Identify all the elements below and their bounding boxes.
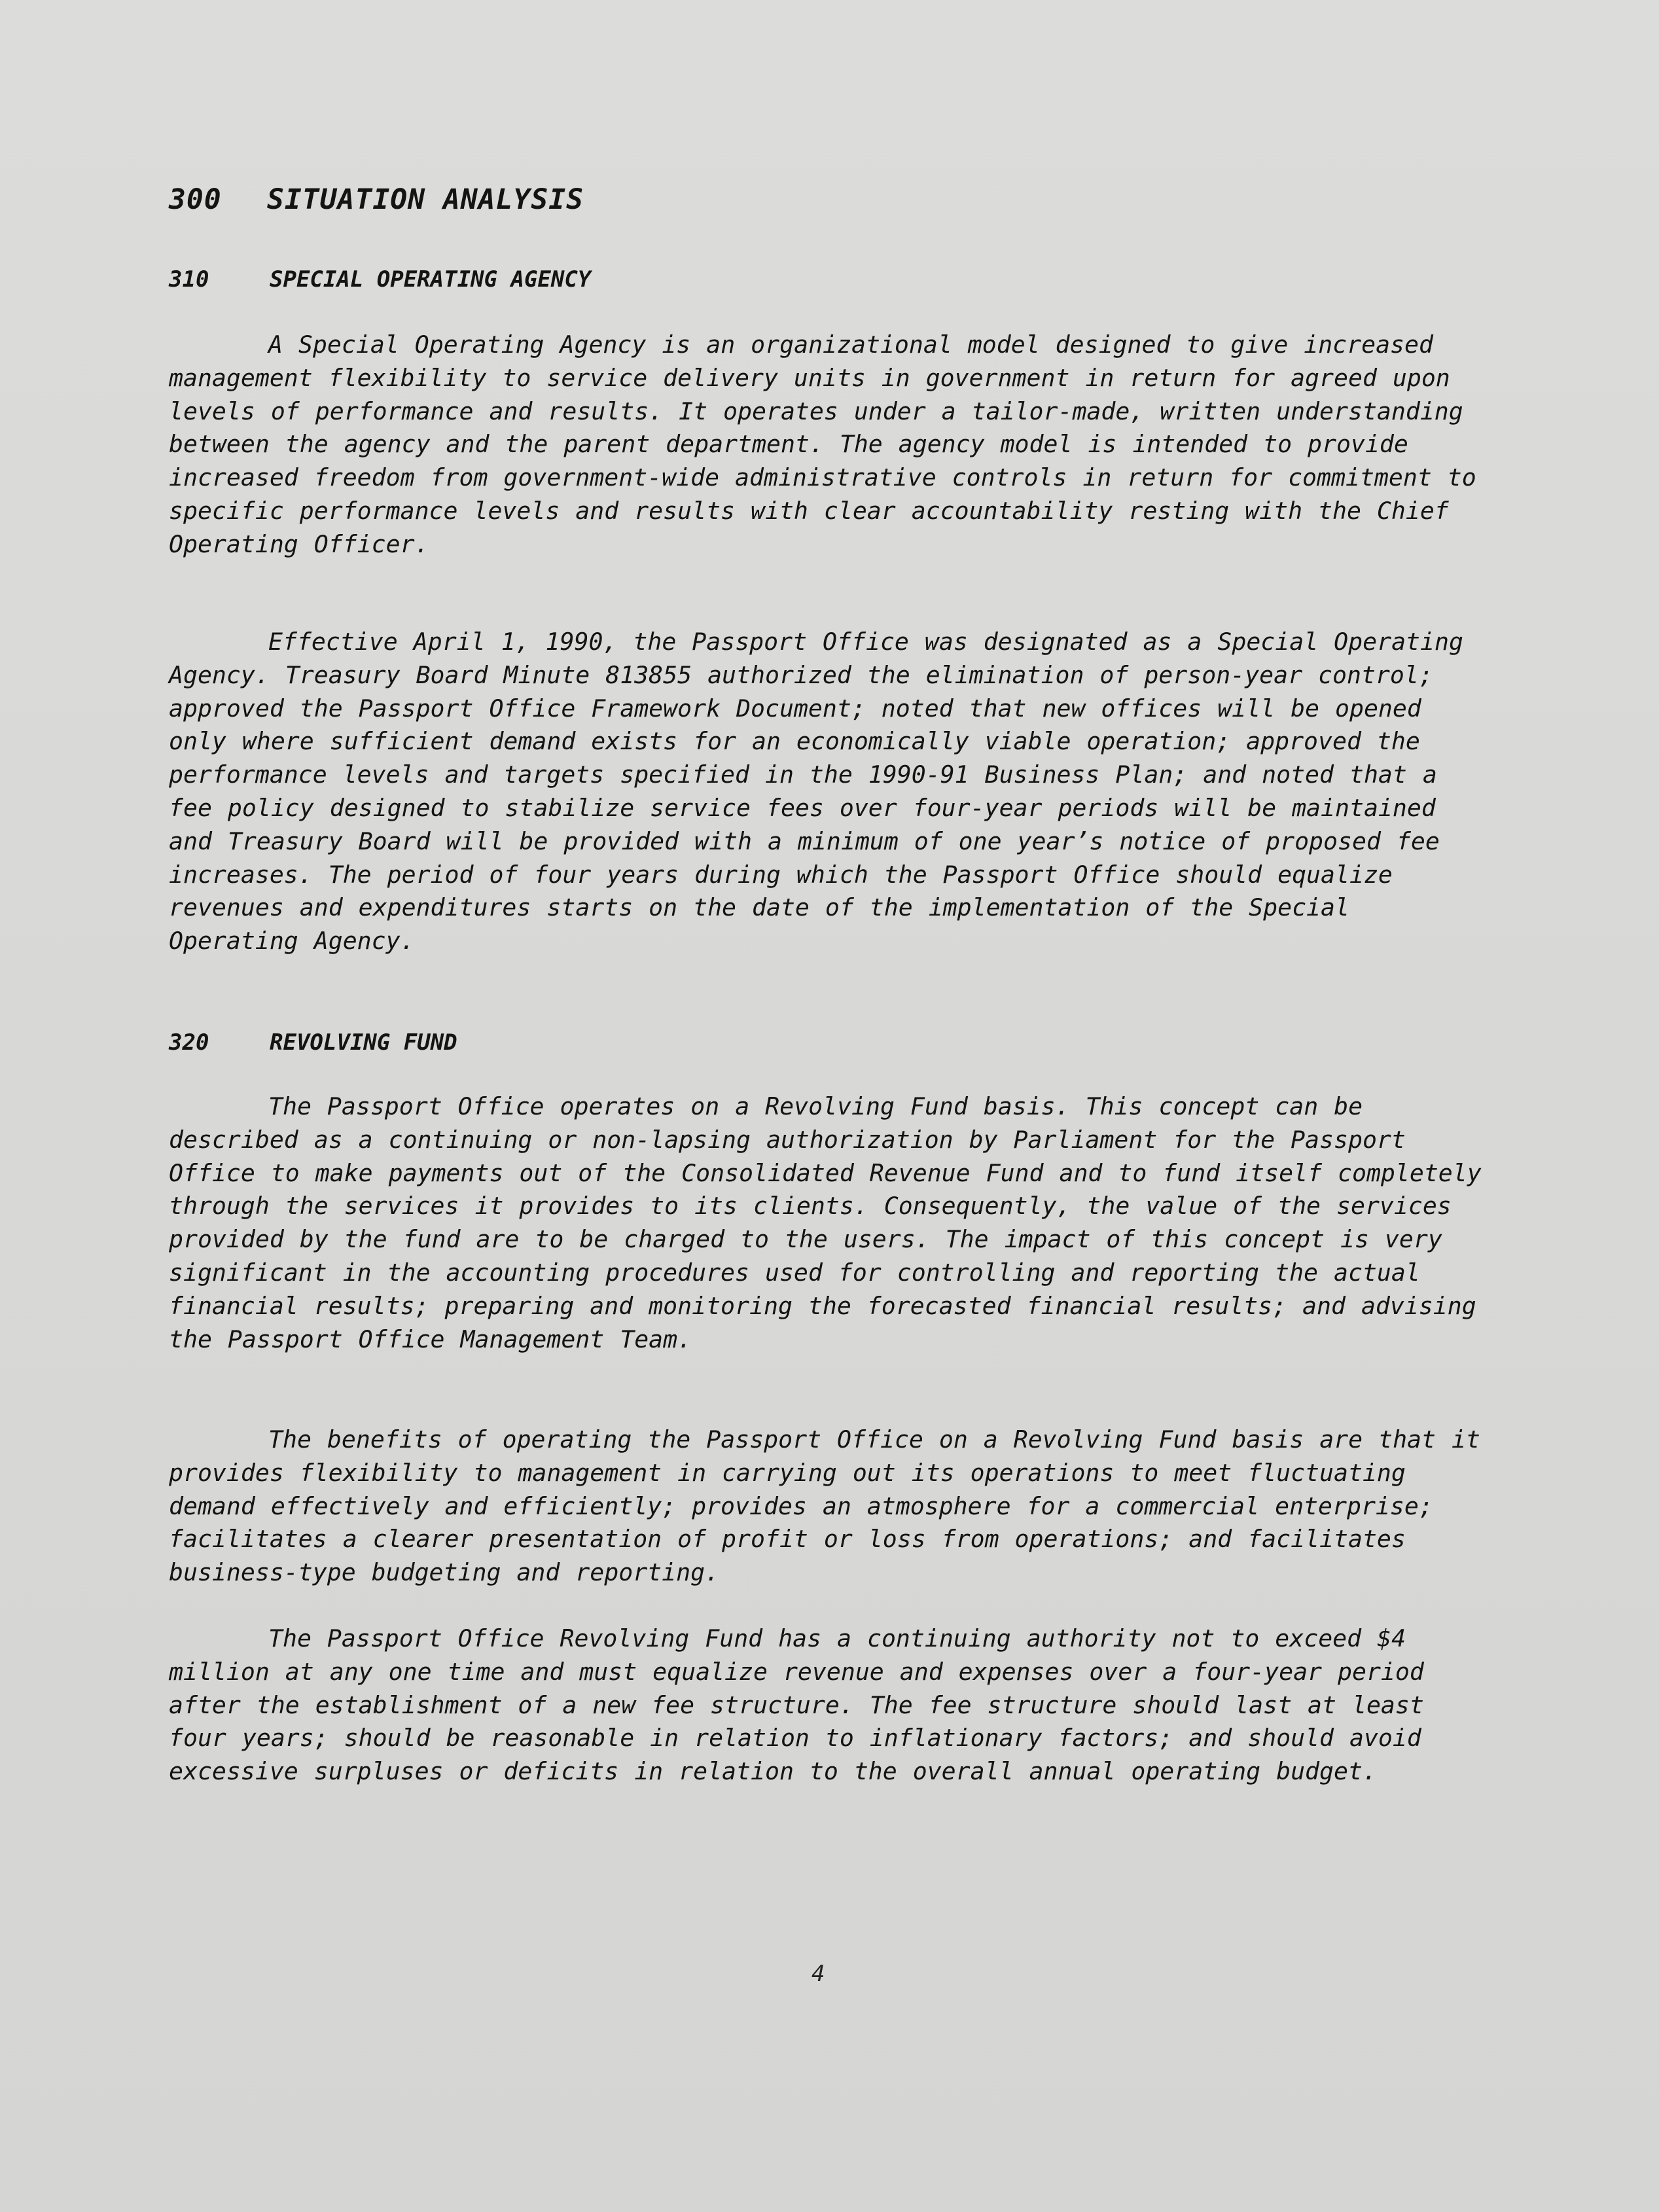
paragraph-revolving-fund-benefits: The benefits of operating the Passport Office on a Revolving Fund basis are that it provides flexibility to management in carrying out its operations to meet fluctuating demand effectively and efficiently; provides an atmosphere for a commercial enterprise; facilitates a clearer presentation of profit or loss from operations; and facilitates business-type budgeting and reporting.: [169, 1425, 1480, 1587]
subsection-heading-320: [169, 1029, 457, 1056]
paragraph-revolving-fund-authority: The Passport Office Revolving Fund has a continuing authority not to exceed $4 million at any one time and must equalize revenue and expenses over a four-year period after the establishment of a new fee structure. The fee structure should last at least four years; should be reasonable in relation to inflationary factors; and should avoid excessive surpluses or deficits in relation to the overall annual operating budget.: [169, 1624, 1424, 1786]
paragraph-passport-office-designation: Effective April 1, 1990, the Passport Office was designated as a Special Operating Agency. Treasury Board Minute 813855 authorized the elimination of person-year control; approved the Passport Office Framework Document; noted that new offices will be opened only where sufficient demand exists for an economically viable operation; approved the performance levels and targets specified in the 1990-91 Business Plan; and noted that a fee policy designed to stabilize service fees over four-year periods will be maintained and Treasury Board will be provided with a minimum of one year’s notice of proposed fee increases. The period of four years during which the Passport Office should equalize revenues and expenditures starts on the date of the implementation of the Special Operating Agency.: [169, 628, 1463, 955]
section-heading: [169, 183, 584, 216]
section-number: 300: [169, 183, 222, 216]
section-title: SITUATION ANALYSIS: [267, 183, 584, 216]
paragraph-special-operating-agency-definition: A Special Operating Agency is an organizational model designed to give increased management flexibility to service delivery units in government in return for agreed upon levels of performance and results. It operates under a tailor-made, written understanding between the agency and the parent department. The agency model is intended to provide increased freedom from government-wide administrative controls in return for commitment to specific performance levels and results with clear accountability resting with the Chief Operating Officer.: [169, 330, 1476, 558]
paragraph-revolving-fund-concept: The Passport Office operates on a Revolving Fund basis. This concept can be described as a continuing or non-lapsing authorization by Parliament for the Passport Office to make payments out of the Consolidated Revenue Fund and to fund itself completely through the services it provides to its clients. Consequently, the value of the services provided by the fund are to be charged to the users. The impact of this concept is very significant in the accounting procedures used for controlling and reporting the actual financial results; preparing and monitoring the forecasted financial results; and advising the Passport Office Management Team.: [169, 1092, 1482, 1353]
subsection-title: REVOLVING FUND: [270, 1029, 457, 1056]
subsection-title: SPECIAL OPERATING AGENCY: [270, 266, 592, 293]
subsection-number: 320: [169, 1029, 209, 1056]
subsection-heading-310: [169, 266, 591, 293]
page-number: 4: [812, 1961, 825, 1987]
subsection-number: 310: [169, 266, 209, 293]
